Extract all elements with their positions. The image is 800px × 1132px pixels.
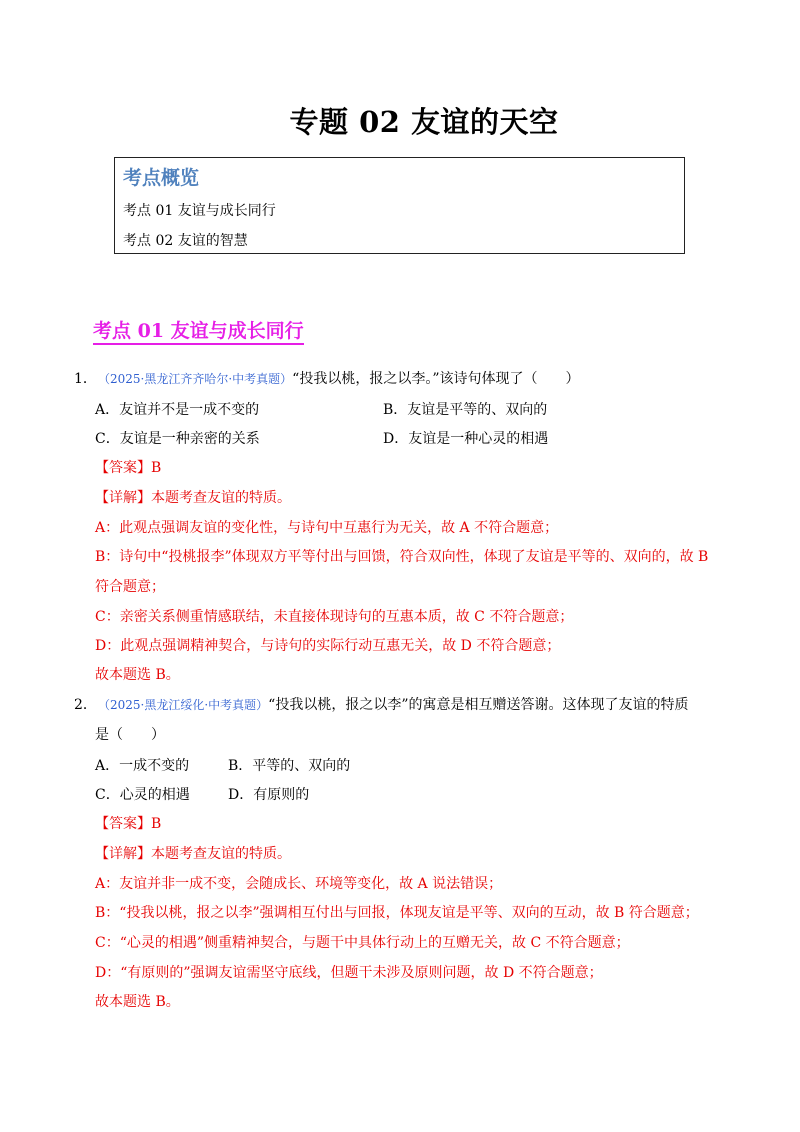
overview-item-1: 考点 01 友谊与成长同行 (123, 203, 276, 219)
question-1-option-b: B．友谊是平等的、双向的 (383, 402, 548, 418)
question-1-conclusion: 故本题选 B。 (95, 667, 180, 683)
question-1-a-explanation: A：此观点强调友谊的变化性，与诗句中互惠行为无关，故 A 不符合题意； (95, 520, 559, 536)
question-2-answer: 【答案】B (95, 816, 162, 832)
question-1-answer: 【答案】B (95, 460, 162, 476)
question-2-option-c: C．心灵的相遇 (95, 787, 190, 803)
question-1-d-explanation: D：此观点强调精神契合，与诗句的实际行动互惠无关，故 D 不符合题意； (95, 638, 561, 654)
question-2-stem-continued: 是（ ） (95, 727, 165, 743)
question-2-source: （2025·黑龙江绥化·中考真题） (98, 698, 269, 712)
section-heading: 考点 01 友谊与成长同行 (93, 319, 304, 345)
question-2-option-d: D．有原则的 (228, 787, 310, 803)
question-2-stem-line (98, 694, 689, 714)
question-1-option-c: C．友谊是一种亲密的关系 (95, 431, 260, 447)
question-1-stem-line (98, 368, 580, 388)
overview-heading: 考点概览 (123, 167, 200, 189)
overview-box (114, 157, 685, 254)
question-1-option-d: D．友谊是一种心灵的相遇 (383, 431, 549, 447)
question-2-option-b: B．平等的、双向的 (228, 758, 351, 774)
question-1-number: 1． (74, 371, 97, 387)
question-1-detail: 【详解】本题考查友谊的特质。 (95, 490, 291, 506)
question-1-option-a: A．友谊并不是一成不变的 (95, 402, 260, 418)
question-2-conclusion: 故本题选 B。 (95, 994, 180, 1010)
question-1-source: （2025·黑龙江齐齐哈尔·中考真题） (98, 372, 293, 386)
question-2-option-a: A．一成不变的 (95, 758, 190, 774)
question-1-stem: “投我以桃，报之以李。”该诗句体现了（ ） (292, 371, 580, 387)
overview-item-2: 考点 02 友谊的智慧 (123, 233, 248, 249)
question-2-a-explanation: A：友谊并非一成不变，会随成长、环境等变化，故 A 说法错误； (95, 876, 503, 892)
question-1-b-explanation-line-2: 符合题意； (95, 579, 165, 595)
question-2-stem: “投我以桃，报之以李”的寓意是相互赠送答谢。这体现了友谊的特质 (268, 697, 689, 713)
question-2-number: 2． (74, 697, 97, 713)
question-2-c-explanation: C：“心灵的相遇”侧重精神契合，与题干中具体行动上的互赠无关，故 C 不符合题意； (95, 935, 630, 951)
question-2-b-explanation: B：“投我以桃，报之以李”强调相互付出与回报，体现友谊是平等、双向的互动，故 B 符合题意； (95, 905, 699, 921)
question-2-detail: 【详解】本题考查友谊的特质。 (95, 846, 291, 862)
question-1-c-explanation: C：亲密关系侧重情感联结，未直接体现诗句的互惠本质，故 C 不符合题意； (95, 609, 574, 625)
question-2-d-explanation: D：“有原则的”强调友谊需坚守底线，但题干未涉及原则问题，故 D 不符合题意； (95, 965, 603, 981)
question-1-b-explanation-line-1: B：诗句中“投桃报李”体现双方平等付出与回馈，符合双向性，体现了友谊是平等的、双向的，故 B (95, 549, 709, 565)
page-title: 专题 02 友谊的天空 (289, 105, 559, 139)
